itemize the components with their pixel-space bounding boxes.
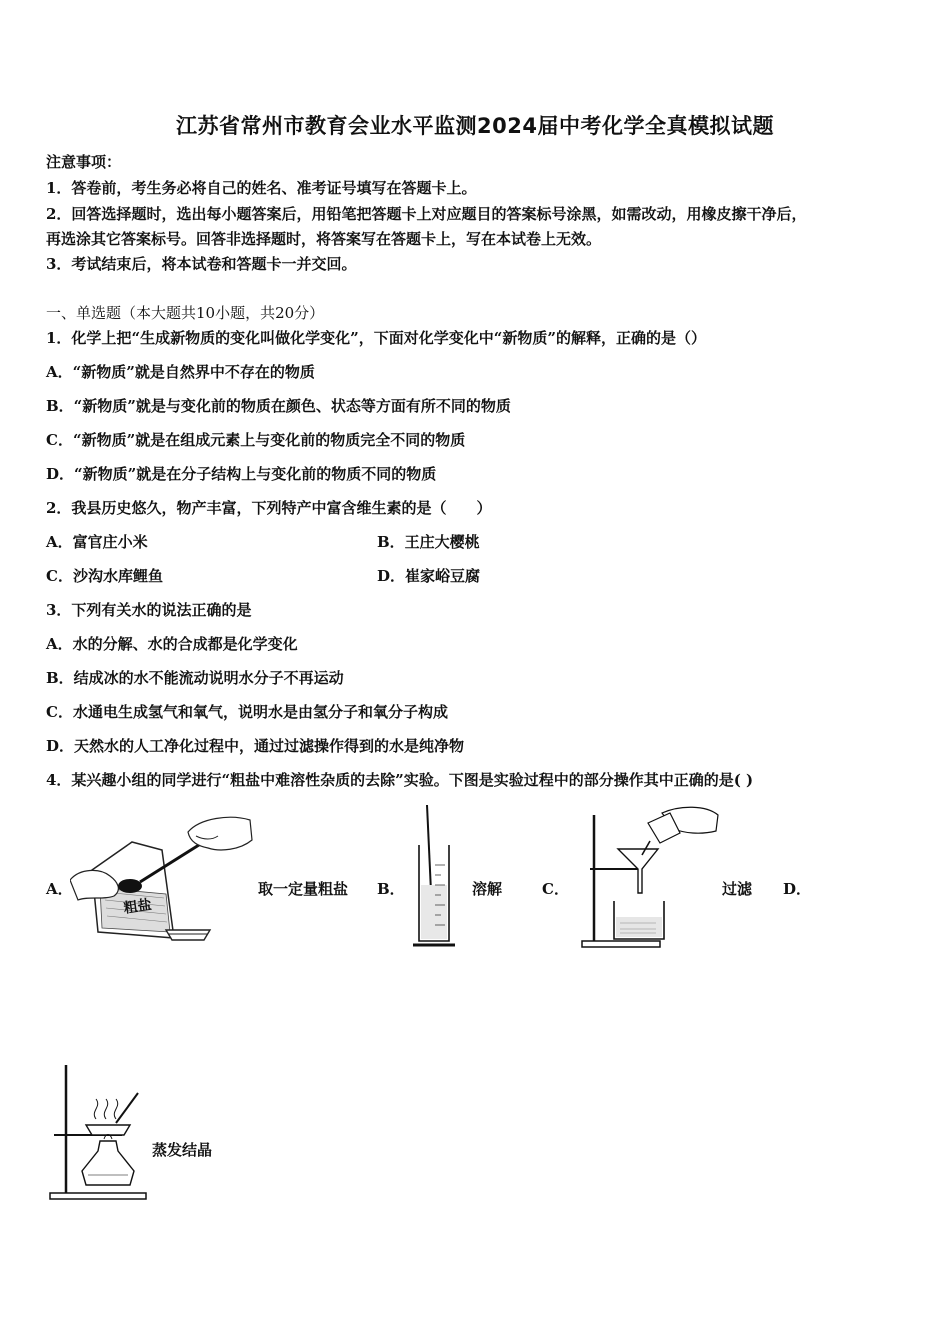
salt-scooping-figure — [70, 810, 255, 950]
answer-option: C．水通电生成氢气和氧气，说明水是由氢分子和氧分子构成 — [46, 703, 448, 721]
option-letter: A． — [46, 880, 73, 898]
figure-caption: 蒸发结晶 — [152, 1141, 213, 1159]
answer-option: A．水的分解、水的合成都是化学变化 — [46, 635, 298, 653]
dissolving-cylinder-figure — [405, 805, 465, 950]
note-item: 2．回答选择题时，选出每小题答案后，用铅笔把答题卡上对应题目的答案标号涂黑，如需改动，用橡皮擦干净后， — [46, 205, 807, 223]
page-title: 江苏省常州市教育会业水平监测2024届中考化学全真模拟试题 — [176, 114, 774, 138]
answer-option: B．“新物质”就是与变化前的物质在颜色、状态等方面有所不同的物质 — [46, 397, 511, 415]
notes-heading: 注意事项： — [46, 153, 122, 171]
figure-caption: 过滤 — [722, 880, 753, 898]
answer-option: D．天然水的人工净化过程中，通过过滤操作得到的水是纯净物 — [46, 737, 465, 755]
option-letter: B． — [377, 880, 405, 898]
answer-option: C．“新物质”就是在组成元素上与变化前的物质完全不同的物质 — [46, 431, 466, 449]
note-item: 1．答卷前，考生务必将自己的姓名、准考证号填写在答题卡上。 — [46, 179, 477, 197]
question-stem: 2．我县历史悠久，物产丰富，下列特产中富含维生素的是（ ） — [46, 499, 492, 517]
evaporation-figure — [46, 1063, 151, 1203]
section-heading: 一、单选题（本大题共10小题，共20分） — [46, 304, 325, 322]
figure-caption: 取一定量粗盐 — [258, 880, 349, 898]
answer-option: A．“新物质”就是自然界中不存在的物质 — [46, 363, 315, 381]
answer-option: D．“新物质”就是在分子结构上与变化前的物质不同的物质 — [46, 465, 437, 483]
question-stem: 4．某兴趣小组的同学进行“粗盐中难溶性杂质的去除”实验。下图是实验过程中的部分操作其中正确的是( ) — [46, 771, 754, 789]
answer-option: A．富官庄小米 — [46, 533, 148, 551]
note-item: 3．考试结束后，将本试卷和答题卡一并交回。 — [46, 255, 357, 273]
answer-option: B．王庄大樱桃 — [377, 533, 480, 551]
note-item: 再选涂其它答案标号。回答非选择题时，将答案写在答题卡上，写在本试卷上无效。 — [46, 230, 602, 248]
answer-option: C．沙沟水库鲤鱼 — [46, 567, 163, 585]
option-letter: D． — [783, 880, 812, 898]
answer-option: D．崔家峪豆腐 — [377, 567, 481, 585]
question-stem: 3．下列有关水的说法正确的是 — [46, 601, 252, 619]
filtration-figure — [580, 805, 720, 950]
question-stem: 1．化学上把“生成新物质的变化叫做化学变化”，下面对化学变化中“新物质”的解释，正确的是（） — [46, 329, 706, 347]
answer-option: B．结成冰的水不能流动说明水分子不再运动 — [46, 669, 344, 687]
figure-caption: 溶解 — [472, 880, 503, 898]
bag-label: 粗盐 — [122, 897, 153, 917]
option-letter: C． — [542, 880, 569, 898]
